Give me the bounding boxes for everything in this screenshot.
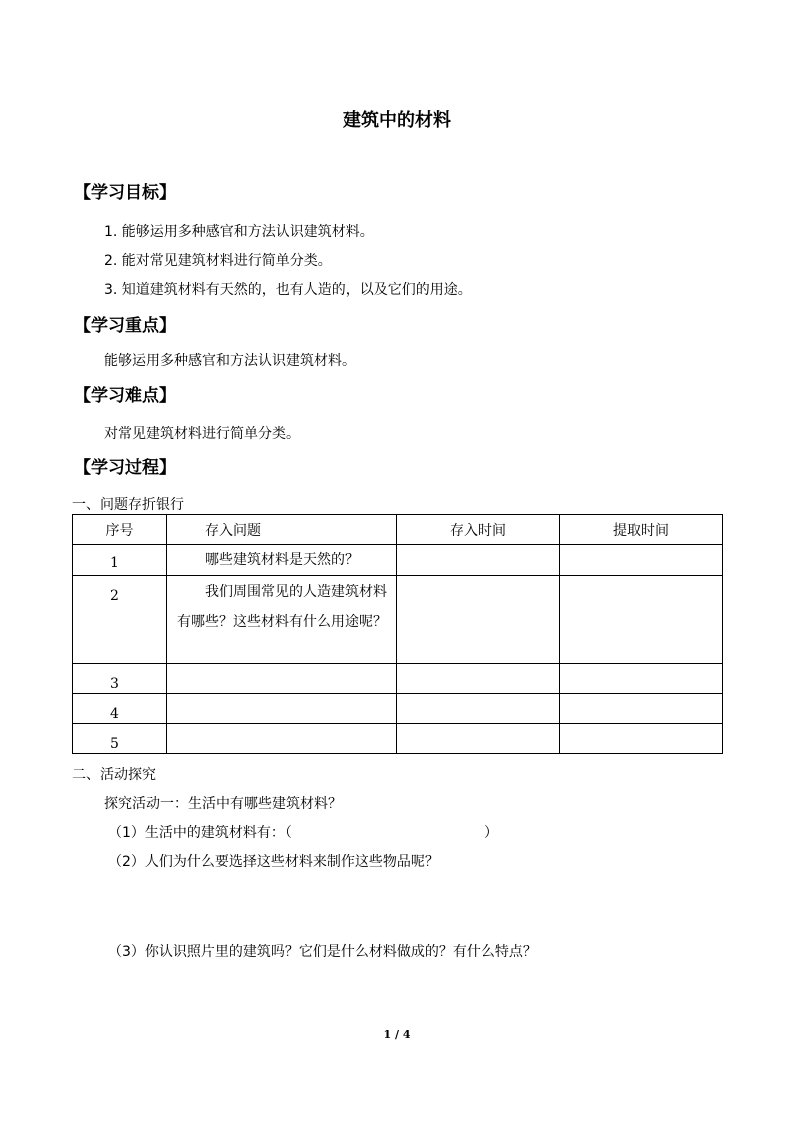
- difficulties-text: 对常见建筑材料进行简单分类。: [104, 426, 300, 442]
- row-question: [167, 576, 397, 664]
- row-deposit-time: [397, 664, 560, 694]
- goals-heading: 【学习目标】: [74, 183, 176, 203]
- row-withdraw-time: [560, 664, 723, 694]
- row-question: [167, 724, 397, 754]
- key-points-text: 能够运用多种感官和方法认识建筑材料。: [104, 353, 356, 369]
- activity1-text: 探究活动一：生活中有哪些建筑材料？: [104, 796, 342, 812]
- question1-prefix: （1）生活中的建筑材料有：（: [108, 825, 292, 841]
- row-number: 2: [73, 576, 167, 664]
- row-question: [167, 545, 397, 576]
- table-row: [73, 545, 723, 576]
- row-deposit-time: [397, 694, 560, 724]
- row-withdraw-time: [560, 694, 723, 724]
- row-question-text: 哪些建筑材料是天然的？: [205, 552, 359, 568]
- row-question-text: 我们周围常见的人造建筑材料有哪些？这些材料有什么用途呢？: [177, 584, 387, 630]
- row-number: 4: [73, 694, 167, 724]
- table-row: [73, 694, 723, 724]
- table-row: [73, 724, 723, 754]
- row-withdraw-time: [560, 545, 723, 576]
- row-number: 5: [73, 724, 167, 754]
- table-row: [73, 664, 723, 694]
- row-deposit-time: [397, 576, 560, 664]
- row-question: [167, 694, 397, 724]
- difficulties-heading: 【学习难点】: [74, 386, 176, 406]
- goal-item: 1. 能够运用多种感官和方法认识建筑材料。: [104, 224, 374, 240]
- question1-suffix: ）: [484, 825, 498, 841]
- row-deposit-time: [397, 545, 560, 576]
- document-title: 建筑中的材料: [343, 110, 451, 131]
- table-header-row: [73, 515, 723, 545]
- part2-title: 二、活动探究: [72, 767, 156, 783]
- header-number: 序号: [73, 515, 167, 545]
- question-bank-table: [72, 514, 723, 754]
- goal-item: 3. 知道建筑材料有天然的，也有人造的，以及它们的用途。: [104, 282, 472, 298]
- question2-text: （2）人们为什么要选择这些材料来制作这些物品呢？: [108, 854, 439, 870]
- goal-item: 2. 能对常见建筑材料进行简单分类。: [104, 253, 332, 269]
- page-number: 1 / 4: [383, 1028, 411, 1041]
- row-deposit-time: [397, 724, 560, 754]
- table-row: [73, 576, 723, 664]
- question3-text: （3）你认识照片里的建筑吗？它们是什么材料做成的？有什么特点？: [108, 944, 537, 960]
- key-points-heading: 【学习重点】: [74, 316, 176, 336]
- row-question: [167, 664, 397, 694]
- row-number: 1: [73, 545, 167, 576]
- process-heading: 【学习过程】: [74, 458, 176, 478]
- header-withdraw-time: 提取时间: [560, 515, 723, 545]
- part1-title: 一、问题存折银行: [72, 497, 184, 513]
- row-withdraw-time: [560, 576, 723, 664]
- row-withdraw-time: [560, 724, 723, 754]
- header-deposit-time: 存入时间: [397, 515, 560, 545]
- header-question: 存入问题: [167, 515, 397, 545]
- row-number: 3: [73, 664, 167, 694]
